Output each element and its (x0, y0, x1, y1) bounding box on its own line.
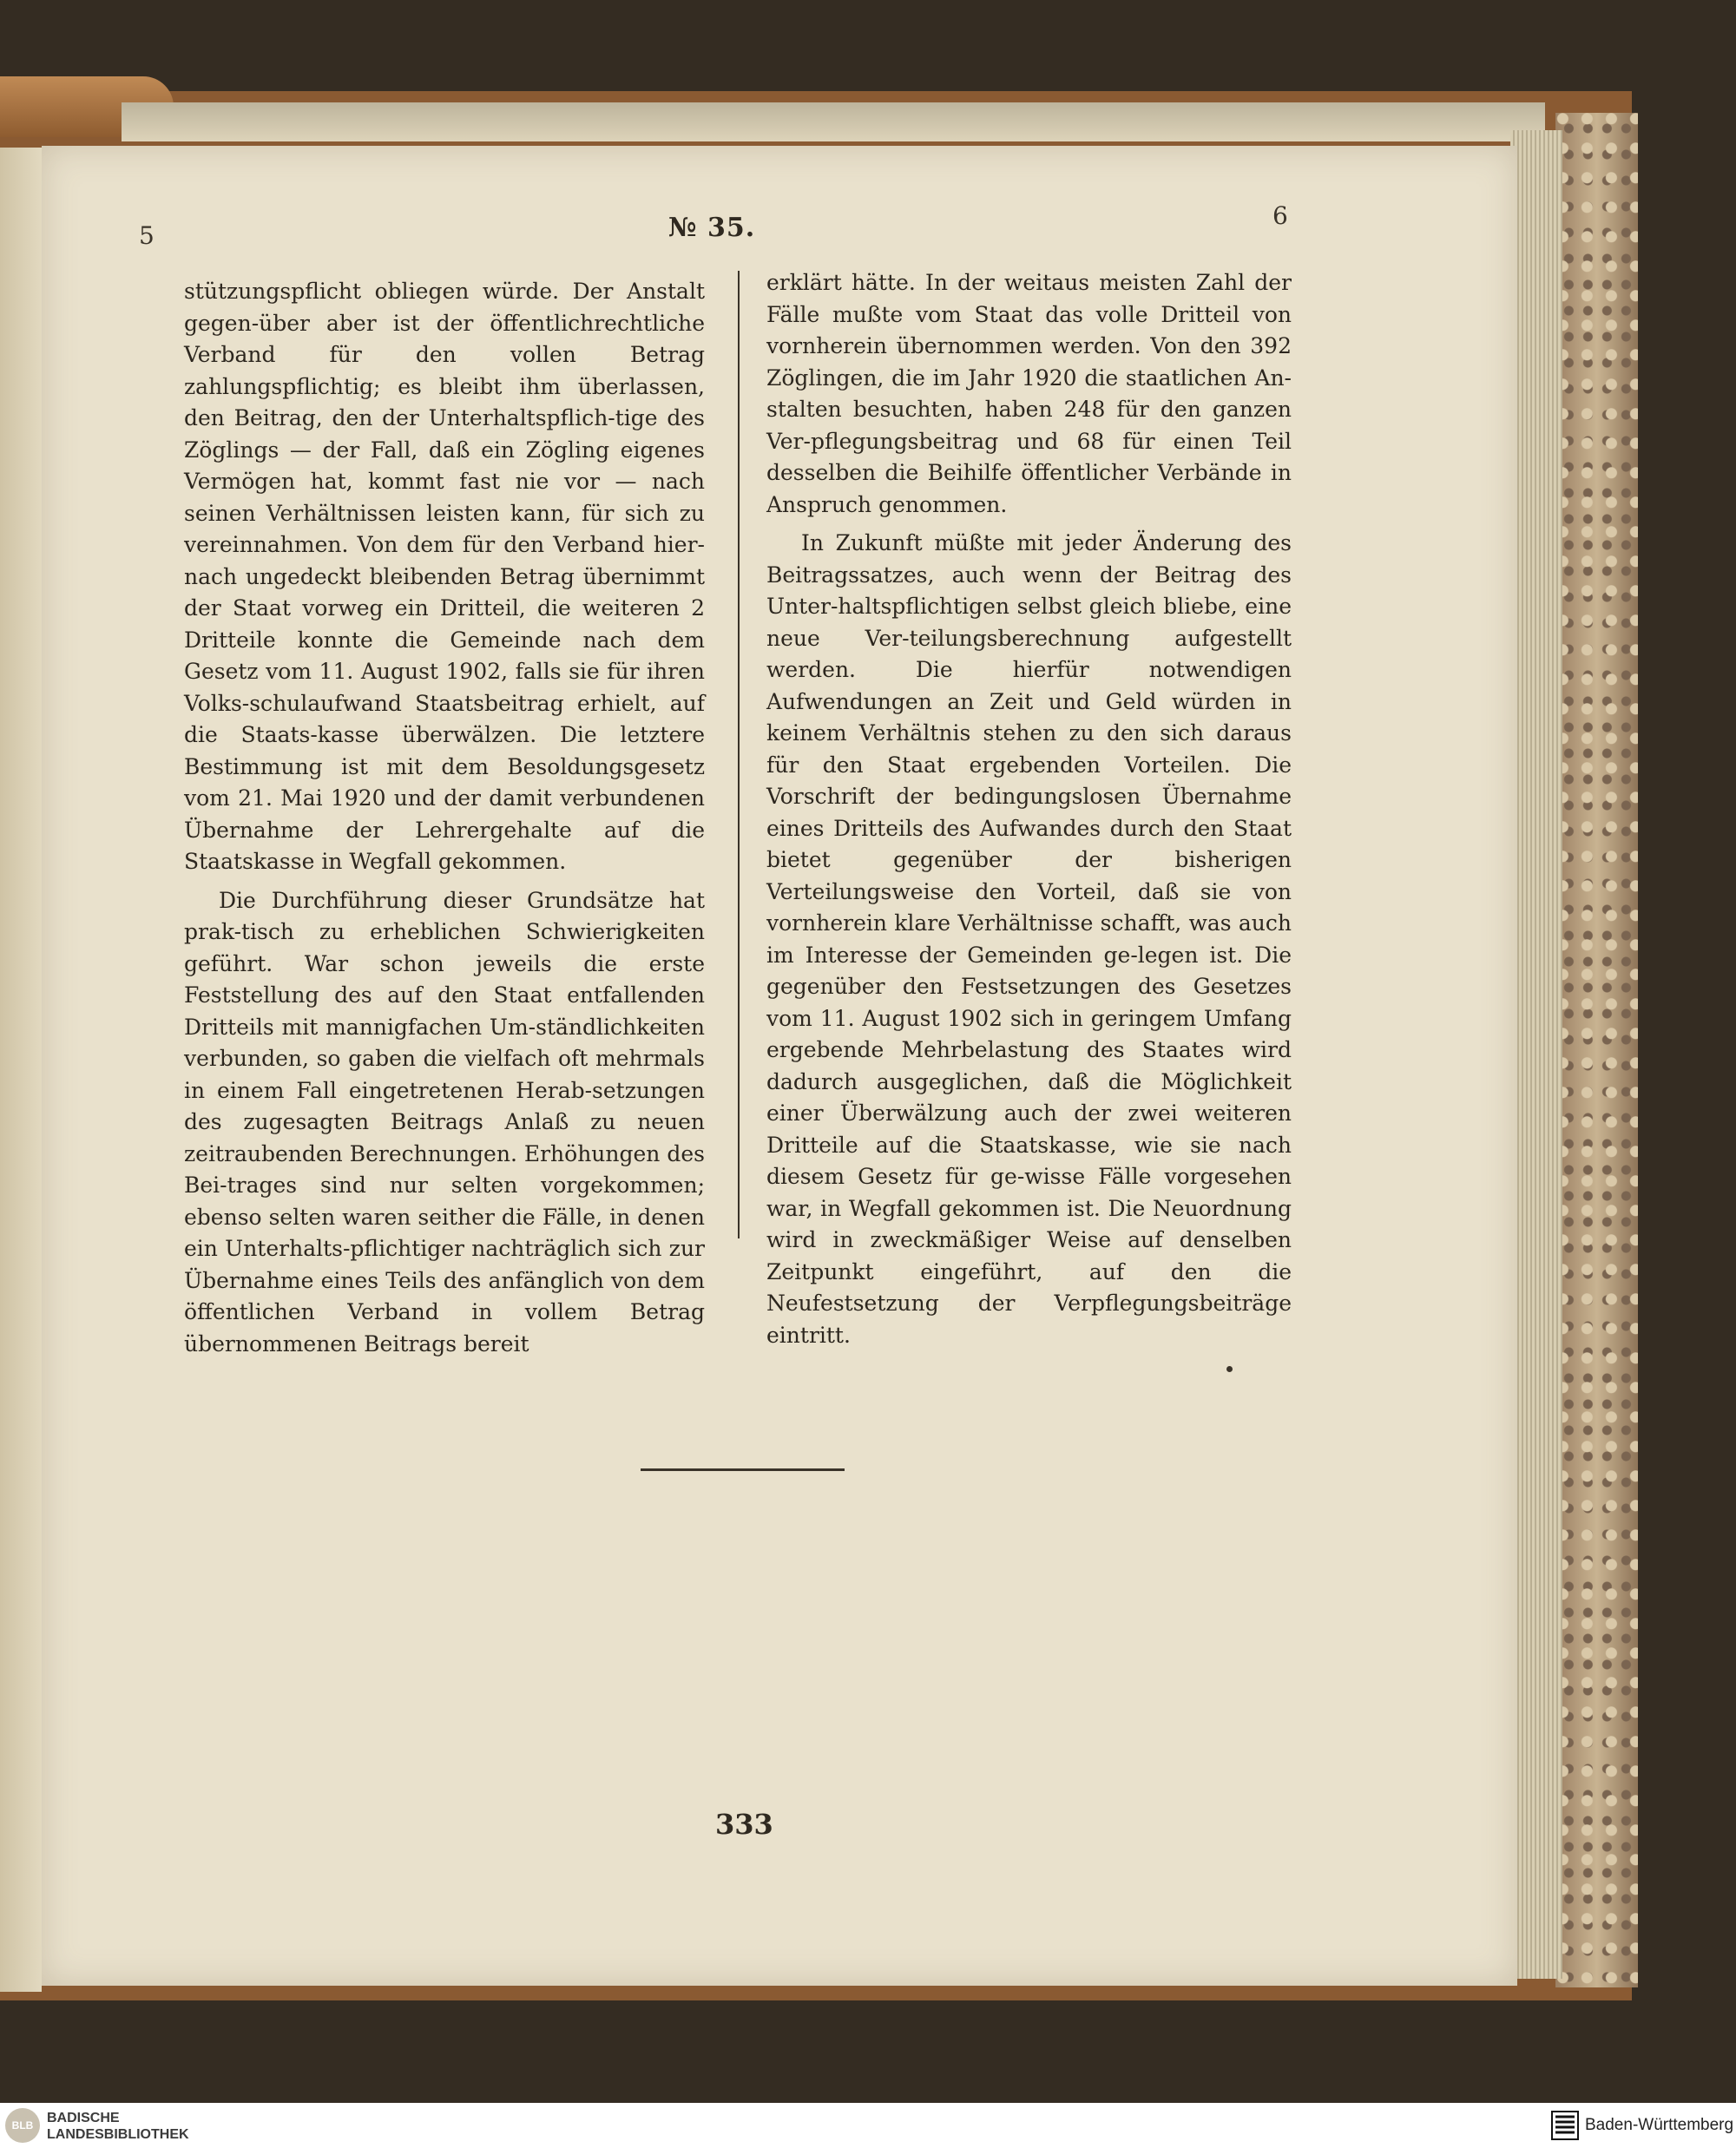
paragraph: In Zukunft müßte mit jeder Änderung des Beitragssatzes, auch wenn der Beitrag des Unter-haltspflichtigen selbst gleich bliebe, eine neue Ver-teilungsberechnung aufgestellt werden. Die hierfür notwendigen Aufwendungen an Zeit und Geld würden in keinem Verhältnis stehen zu den sich daraus für den Staat ergebenden Vorteilen. Die Vorschrift der bedingungslosen Übernahme eines Dritteils des Aufwandes durch den Staat bietet gegenüber der bisherigen Verteilungsweise den Vorteil, daß sie von vornherein klare Verhältnisse schafft, was auch im Interesse der Gemeinden ge-legen ist. Die gegenüber den Festsetzungen des Gesetzes vom 11. August 1902 sich in geringem Umfang ergebende Mehrbelastung des Staates wird dadurch ausgeglichen, daß die Möglichkeit einer Überwälzung auch der zwei weiteren Dritteile auf die Staatskasse, wie sie nach diesem Gesetz für ge-wisse Fälle vorgesehen war, in Wegfall gekommen ist. Die Neuordnung wird in zweckmäßiger Weise auf denselben Zeitpunkt eingeführt, auf den die Neufestsetzung der Verpflegungsbeiträge eintritt. (766, 530, 1292, 1348)
left-text-column (184, 276, 705, 1367)
library-name[interactable] (47, 2110, 189, 2143)
paragraph: erklärt hätte. In der weitaus meisten Zahl der Fälle mußte vom Staat das volle Dritteil von vornherein übernommen werden. Von den 392 Zöglingen, die im Jahr 1920 die staatlichen An-stalten besuchten, haben 248 für den ganzen Ver-pflegungsbeitrag und 68 für einen Teil desselben die Beihilfe öffentlicher Verbände in Anspruch genommen. (766, 270, 1292, 517)
marbled-book-edge (1555, 113, 1638, 1987)
left-page-edge (0, 148, 42, 1992)
library-name-line2: LANDESBIBLIOTHEK (47, 2127, 189, 2142)
column-divider (738, 271, 740, 1238)
page-top-edge (122, 102, 1545, 141)
right-text-column (766, 267, 1292, 1358)
lions-crest-icon (1550, 2110, 1580, 2141)
page-stack-edge (1510, 130, 1562, 1979)
right-page-number: 6 (1272, 201, 1288, 230)
footer-page-number: 333 (715, 1808, 773, 1841)
state-label[interactable]: Baden-Württemberg (1585, 2116, 1734, 2134)
blb-logo-icon[interactable]: BLB (5, 2108, 40, 2143)
end-rule (641, 1468, 845, 1471)
paragraph: stützungspflicht obliegen würde. Der Anstalt gegen-über aber ist der öffentlichrechtliche Verband für den vollen Betrag zahlungspflichtig; es bleibt ihm überlassen, den Beitrag, den der Unterhaltspflich-tige des Zöglings — der Fall, daß ein Zögling eigenes Vermögen hat, kommt fast nie vor — nach seinen Verhältnissen leisten kann, für sich zu vereinnahmen. Von dem für den Verband hier-nach ungedeckt bleibenden Betrag übernimmt der Staat vorweg ein Dritteil, die weiteren 2 Dritteile konnte die Gemeinde nach dem Gesetz vom 11. August 1902, falls sie für ihren Volks-schulaufwand Staatsbeitrag erhielt, auf die Staats-kasse überwälzen. Die letztere Bestimmung ist mit dem Besoldungsgesetz vom 21. Mai 1920 und der damit verbundenen Übernahme der Lehrergehalte auf die Staatskasse in Wegfall gekommen. (184, 279, 705, 874)
ink-spot (1226, 1366, 1233, 1372)
left-page-number: 5 (139, 221, 155, 250)
paragraph: Die Durchführung dieser Grundsätze hat prak-tisch zu erheblichen Schwierigkeiten geführt. War schon jeweils die erste Feststellung des auf den Staat entfallenden Dritteils mit mannigfachen Um-ständlichkeiten verbunden, so gaben die vielfach oft mehrmals in einem Fall eingetretenen Herab-setzungen des zugesagten Beitrags Anlaß zu neuen zeitraubenden Berechnungen. Erhöhungen des Bei-trages sind nur selten vorgekommen; ebenso selten waren seither die Fälle, in denen ein Unterhalts-pflichtiger nachträglich sich zur Übernahme eines Teils des anfänglich von dem öffentlichen Verband in vollem Betrag übernommenen Beitrags bereit (184, 887, 705, 1356)
library-name-line1: BADISCHE (47, 2111, 120, 2125)
issue-number: № 35. (668, 213, 756, 243)
library-banner (0, 2103, 1736, 2148)
